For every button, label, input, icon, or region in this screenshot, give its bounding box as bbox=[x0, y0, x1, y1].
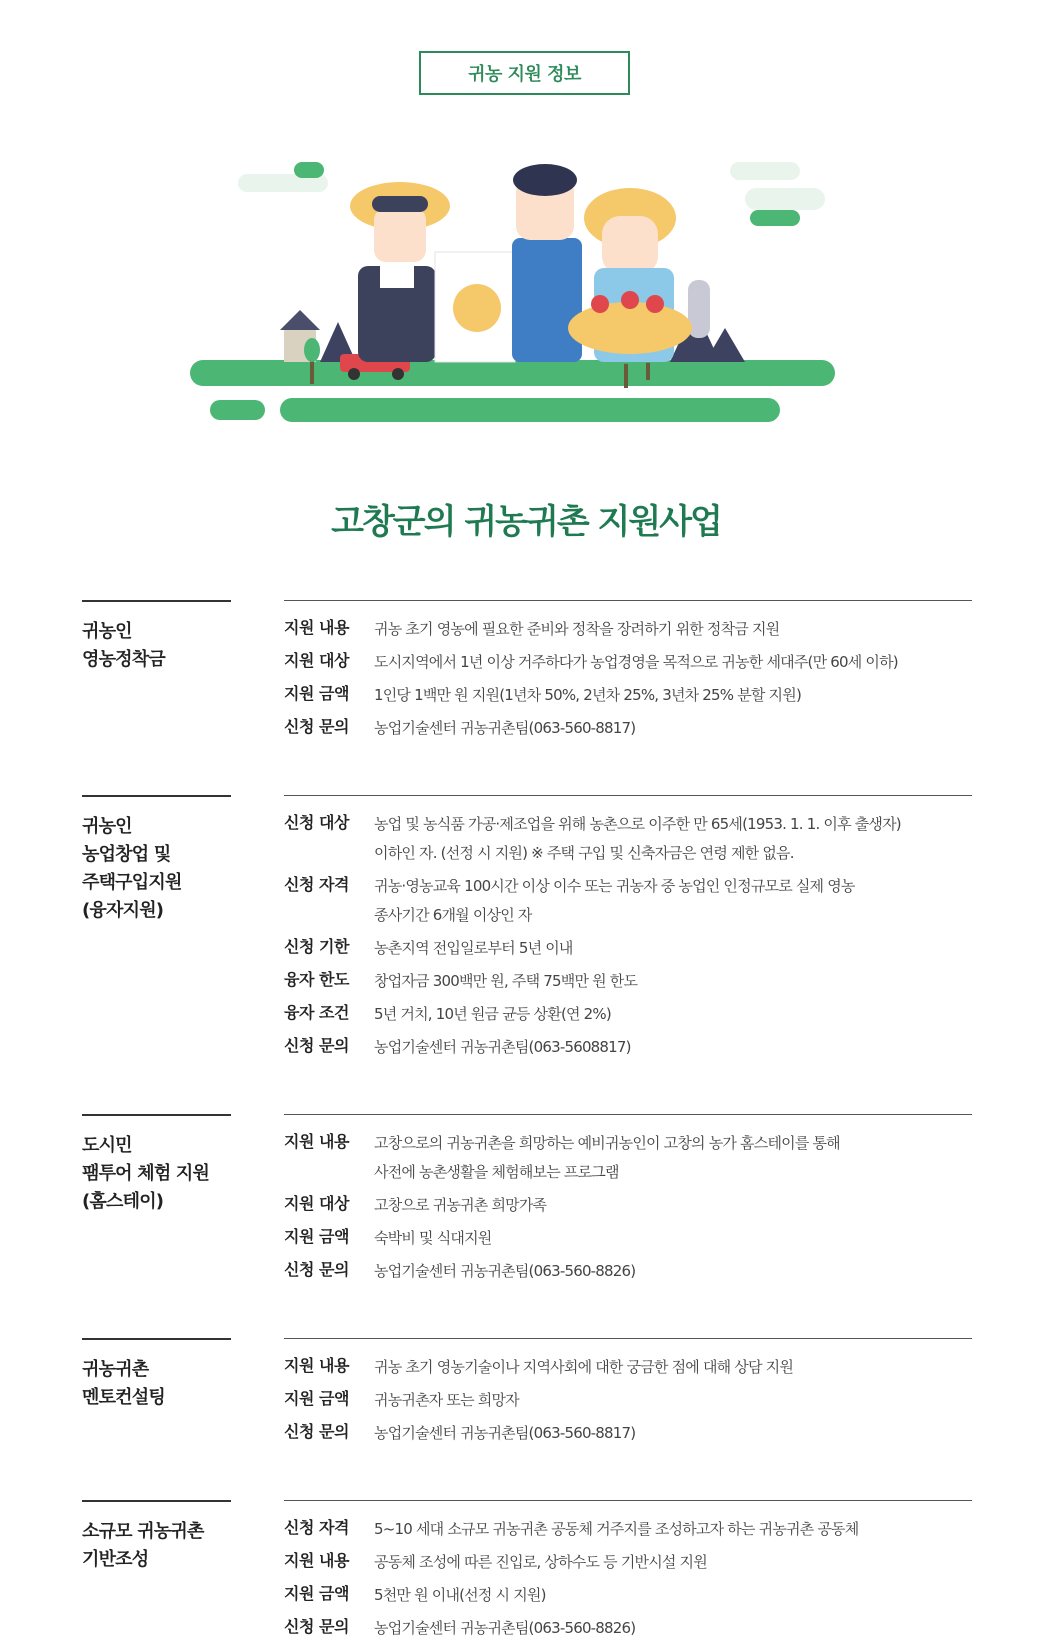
detail-row bbox=[284, 934, 972, 963]
detail-value-line: 귀농·영농교육 100시간 이상 이수 또는 귀농자 중 농업인 인정규모로 실제 영농 bbox=[374, 877, 855, 895]
detail-value bbox=[374, 1419, 972, 1448]
detail-row bbox=[284, 1614, 972, 1643]
detail-value-line: 5~10 세대 소규모 귀농귀촌 공동체 거주지를 조성하고자 하는 귀농귀촌 공동체 bbox=[374, 1520, 859, 1538]
detail-label: 지원 내용 bbox=[284, 1551, 349, 1570]
detail-label: 지원 내용 bbox=[284, 618, 349, 637]
detail-row bbox=[284, 1129, 972, 1187]
detail-label: 지원 금액 bbox=[284, 1584, 349, 1603]
detail-value-line: 고창으로 귀농귀촌 희망가족 bbox=[374, 1196, 547, 1214]
section-title bbox=[82, 600, 231, 747]
detail-row bbox=[284, 1257, 972, 1286]
section-title-line: 멘토컨설팅 bbox=[82, 1387, 165, 1408]
detail-label: 신청 문의 bbox=[284, 1617, 349, 1636]
detail-value-line: 숙박비 및 식대지원 bbox=[374, 1229, 492, 1247]
detail-value bbox=[374, 1581, 972, 1610]
detail-row bbox=[284, 810, 972, 868]
detail-value-line: 창업자금 300백만 원, 주택 75백만 원 한도 bbox=[374, 972, 638, 990]
detail-value bbox=[374, 872, 972, 930]
detail-label: 지원 금액 bbox=[284, 1389, 349, 1408]
detail-value bbox=[374, 1191, 972, 1220]
detail-value bbox=[374, 1386, 972, 1415]
section-title-line: (홈스테이) bbox=[82, 1191, 164, 1212]
detail-label: 지원 대상 bbox=[284, 651, 349, 670]
support-section bbox=[82, 600, 972, 747]
detail-value-line: 농업기술센터 귀농귀촌팀(063-560-8826) bbox=[374, 1619, 636, 1637]
detail-label: 신청 문의 bbox=[284, 1422, 349, 1441]
section-title bbox=[82, 795, 231, 1066]
detail-value-line: 농촌지역 전입일로부터 5년 이내 bbox=[374, 939, 573, 957]
detail-row bbox=[284, 1224, 972, 1253]
detail-row bbox=[284, 648, 972, 677]
detail-value-line: 이하인 자. (선정 시 지원) ※ 주택 구입 및 신축자금은 연령 제한 없음. bbox=[374, 844, 794, 862]
detail-value-line: 5년 거치, 10년 원금 균등 상환(연 2%) bbox=[374, 1005, 611, 1023]
detail-label: 신청 자격 bbox=[284, 875, 349, 894]
detail-row bbox=[284, 1515, 972, 1544]
support-section bbox=[82, 1500, 972, 1647]
section-title-line: 귀농인 bbox=[82, 816, 132, 837]
section-title bbox=[82, 1500, 231, 1647]
detail-label: 신청 자격 bbox=[284, 1518, 349, 1537]
section-title-line: 귀농귀촌 bbox=[82, 1359, 149, 1380]
support-section bbox=[82, 795, 972, 1066]
detail-row bbox=[284, 1353, 972, 1382]
detail-label: 신청 기한 bbox=[284, 937, 349, 956]
detail-value-line: 종사기간 6개월 이상인 자 bbox=[374, 906, 532, 924]
detail-label: 융자 한도 bbox=[284, 970, 349, 989]
section-details bbox=[284, 1114, 972, 1290]
detail-value-line: 5천만 원 이내(선정 시 지원) bbox=[374, 1586, 546, 1604]
detail-value bbox=[374, 934, 972, 963]
detail-value bbox=[374, 1033, 972, 1062]
detail-value bbox=[374, 615, 972, 644]
detail-value bbox=[374, 1515, 972, 1544]
section-title bbox=[82, 1338, 231, 1452]
detail-row bbox=[284, 1000, 972, 1029]
detail-label: 지원 내용 bbox=[284, 1132, 349, 1151]
detail-row bbox=[284, 1548, 972, 1577]
detail-value-line: 귀농 초기 영농기술이나 지역사회에 대한 궁금한 점에 대해 상담 지원 bbox=[374, 1358, 794, 1376]
detail-value-line: 농업기술센터 귀농귀촌팀(063-560-8817) bbox=[374, 1424, 636, 1442]
detail-row bbox=[284, 681, 972, 710]
detail-row bbox=[284, 1386, 972, 1415]
detail-row bbox=[284, 1581, 972, 1610]
detail-label: 지원 금액 bbox=[284, 684, 349, 703]
detail-value bbox=[374, 1614, 972, 1643]
detail-value-line: 농업기술센터 귀농귀촌팀(063-560-8826) bbox=[374, 1262, 636, 1280]
detail-value bbox=[374, 648, 972, 677]
detail-label: 지원 대상 bbox=[284, 1194, 349, 1213]
section-details bbox=[284, 1338, 972, 1452]
detail-label: 지원 내용 bbox=[284, 1356, 349, 1375]
detail-value-line: 사전에 농촌생활을 체험해보는 프로그램 bbox=[374, 1163, 619, 1181]
section-title bbox=[82, 1114, 231, 1290]
section-title-line: 도시민 bbox=[82, 1135, 132, 1156]
detail-label: 신청 대상 bbox=[284, 813, 349, 832]
detail-value-line: 농업기술센터 귀농귀촌팀(063-560-8817) bbox=[374, 719, 636, 737]
section-title-line: 기반조성 bbox=[82, 1549, 149, 1570]
support-section bbox=[82, 1114, 972, 1290]
detail-row bbox=[284, 1191, 972, 1220]
section-badge: 귀농 지원 정보 bbox=[419, 51, 630, 95]
detail-value-line: 고창으로의 귀농귀촌을 희망하는 예비귀농인이 고창의 농가 홈스테이를 통해 bbox=[374, 1134, 840, 1152]
detail-value bbox=[374, 1548, 972, 1577]
section-title-line: 귀농인 bbox=[82, 621, 132, 642]
section-title-line: 농업창업 및 bbox=[82, 844, 171, 865]
page-title: 고창군의 귀농귀촌 지원사업 bbox=[331, 502, 721, 542]
detail-value bbox=[374, 1257, 972, 1286]
section-title-line: (융자지원) bbox=[82, 900, 164, 921]
support-program-list bbox=[82, 600, 972, 1647]
detail-label: 신청 문의 bbox=[284, 717, 349, 736]
detail-value-line: 농업기술센터 귀농귀촌팀(063-5608817) bbox=[374, 1038, 631, 1056]
detail-row bbox=[284, 872, 972, 930]
farmers-illustration-icon bbox=[190, 158, 870, 438]
detail-row bbox=[284, 1419, 972, 1448]
detail-value bbox=[374, 967, 972, 996]
detail-value bbox=[374, 1224, 972, 1253]
detail-value-line: 농업 및 농식품 가공·제조업을 위해 농촌으로 이주한 만 65세(1953. 1. 1. 이후 출생자) bbox=[374, 815, 901, 833]
section-details bbox=[284, 600, 972, 747]
detail-label: 지원 금액 bbox=[284, 1227, 349, 1246]
detail-value-line: 도시지역에서 1년 이상 거주하다가 농업경영을 목적으로 귀농한 세대주(만 60세 이하) bbox=[374, 653, 898, 671]
detail-value bbox=[374, 1000, 972, 1029]
section-title-line: 영농정착금 bbox=[82, 649, 165, 670]
detail-value bbox=[374, 810, 972, 868]
section-details bbox=[284, 795, 972, 1066]
detail-label: 융자 조건 bbox=[284, 1003, 349, 1022]
detail-label: 신청 문의 bbox=[284, 1036, 349, 1055]
section-details bbox=[284, 1500, 972, 1647]
detail-value bbox=[374, 1353, 972, 1382]
detail-value-line: 공동체 조성에 따른 진입로, 상하수도 등 기반시설 지원 bbox=[374, 1553, 707, 1571]
section-title-line: 팸투어 체험 지원 bbox=[82, 1163, 210, 1184]
detail-value-line: 귀농 초기 영농에 필요한 준비와 정착을 장려하기 위한 정착금 지원 bbox=[374, 620, 780, 638]
detail-label: 신청 문의 bbox=[284, 1260, 349, 1279]
detail-row bbox=[284, 615, 972, 644]
detail-value bbox=[374, 1129, 972, 1187]
detail-row bbox=[284, 1033, 972, 1062]
section-title-line: 주택구입지원 bbox=[82, 872, 182, 893]
section-title-line: 소규모 귀농귀촌 bbox=[82, 1521, 204, 1542]
detail-value-line: 1인당 1백만 원 지원(1년차 50%, 2년차 25%, 3년차 25% 분할 지원) bbox=[374, 686, 801, 704]
detail-value bbox=[374, 714, 972, 743]
support-section bbox=[82, 1338, 972, 1452]
detail-value bbox=[374, 681, 972, 710]
detail-value-line: 귀농귀촌자 또는 희망자 bbox=[374, 1391, 519, 1409]
detail-row bbox=[284, 714, 972, 743]
detail-row bbox=[284, 967, 972, 996]
